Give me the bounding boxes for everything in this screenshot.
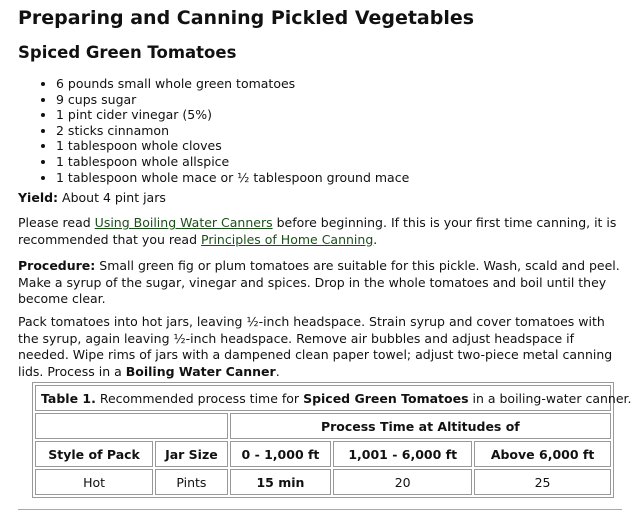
page-title: Preparing and Canning Pickled Vegetables [18,7,475,29]
yield-value: About 4 pint jars [58,190,166,205]
table-caption [35,385,632,411]
yield-label: Yield: [18,190,59,205]
table-caption-row [35,385,611,411]
read-first-paragraph [18,215,622,248]
ingredient-item: • 1 tablespoon whole mace or ½ tablespoon ground mace [56,170,409,186]
process-time-table [32,382,632,498]
table-caption-label: Table 1. [41,390,96,406]
column-header: 0 - 1,000 ft [230,441,332,467]
table-caption-text: in a boiling-water canner. [468,390,632,406]
read-first-text: before beginning. If this is your first time canning, it is recommended that you read [18,215,617,247]
boiling-water-canner-bold: Boiling Water Canner [125,363,276,379]
boiling-water-canners-link[interactable]: Using Boiling Water Canners [94,215,273,230]
table-cell: 20 [333,469,472,495]
table-cell: 25 [474,469,611,495]
altitude-group-header: Process Time at Altitudes of [230,413,611,439]
table-header-row [35,441,611,467]
read-first-text: . [373,231,378,247]
table-caption-recipe: Spiced Green Tomatoes [303,390,469,406]
read-first-text: Please read [18,215,95,230]
column-header: Above 6,000 ft [474,441,611,467]
horizontal-divider [18,509,622,510]
procedure-paragraph [18,258,622,308]
column-header: 1,001 - 6,000 ft [333,441,472,467]
packing-text: Pack tomatoes into hot jars, leaving ½-inch headspace. Strain syrup and cover tomatoes with the syrup, again leaving ½-inch headspace. Remove air bubbles and adjust headspace if needed. Wipe rims of jars with a dampened clean paper towel; adjust two-piece metal canning lids. Process in a [18,314,613,379]
principles-home-canning-link[interactable]: Principles of Home Canning [201,231,374,247]
ingredient-item: • 1 pint cider vinegar (5%) [56,107,409,123]
column-header: Jar Size [155,441,228,467]
table-group-header-row [35,413,611,439]
table-row [35,469,611,495]
procedure-label: Procedure: [18,258,96,273]
table-cell: 15 min [230,469,332,495]
packing-paragraph [18,314,622,380]
ingredient-item: • 1 tablespoon whole cloves [56,138,409,154]
recipe-title: Spiced Green Tomatoes [18,43,237,62]
ingredient-item: • 2 sticks cinnamon [56,123,409,139]
empty-header-cell [35,413,228,439]
ingredients-list [38,76,409,185]
packing-end: . [275,363,280,379]
column-header: Style of Pack [35,441,153,467]
yield-line [18,190,622,207]
process-table-wrapper [32,382,632,498]
ingredient-item: • 1 tablespoon whole allspice [56,154,409,170]
table-caption-text: Recommended process time for [95,390,304,406]
ingredient-item: • 9 cups sugar [56,92,409,108]
ingredient-item: • 6 pounds small whole green tomatoes [56,76,409,92]
table-cell: Hot [35,469,153,495]
table-cell: Pints [155,469,228,495]
procedure-text: Small green fig or plum tomatoes are suitable for this pickle. Wash, scald and peel. Make a syrup of the sugar, vinegar and spices. Drop in the whole tomatoes and boil until they become clear. [18,258,620,306]
